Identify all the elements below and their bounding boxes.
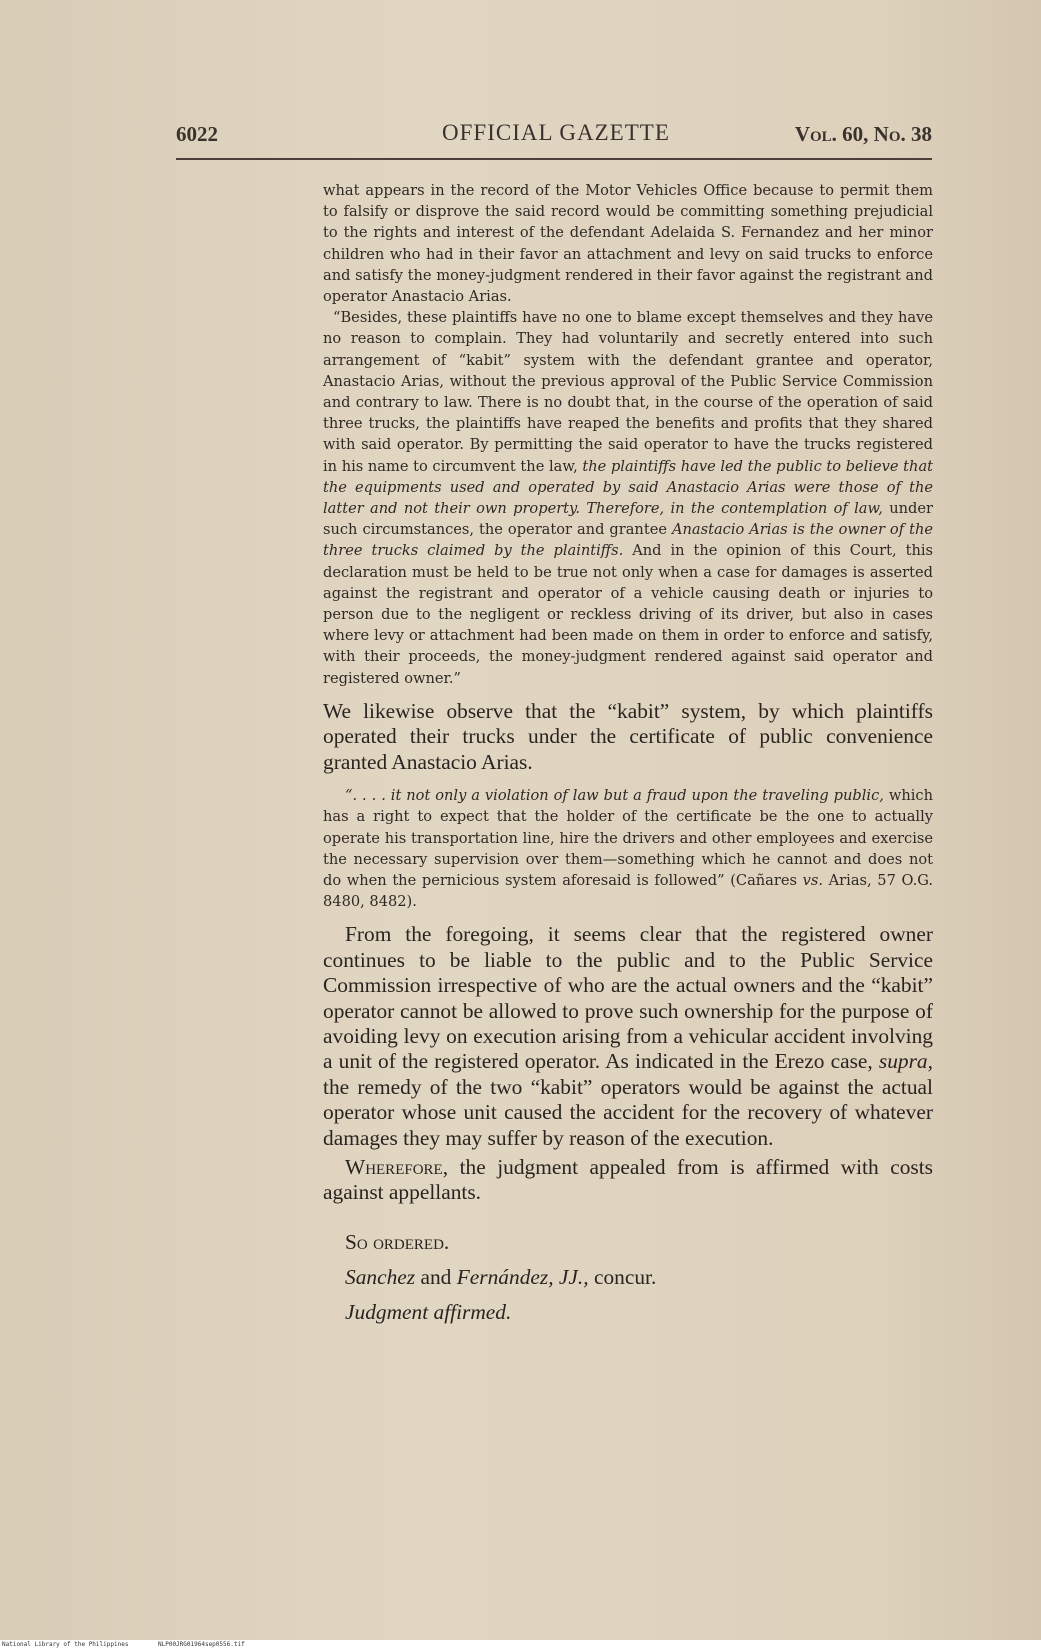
p2-text-e: And in the opinion of this Court, this declaration must be held to be true not only when a case for damages is asserted against the registrant and operator of a vehicle causing death or injuries to person due to the negligent or reckless driving of its driver, but also in cases where levy or attachment had been made on them in order to enforce and satisfy, with their proceeds, the money-judgment rendered against said operator and registered owner.” xyxy=(323,542,933,687)
p4-emphasis-a: “. . . . it not only a violation of law but a fraud upon the traveling public, xyxy=(345,787,884,805)
judgment-result xyxy=(323,1300,933,1325)
judgment-affirmed: Judgment affirmed. xyxy=(345,1299,512,1324)
library-credit: National Library of the Philippines xyxy=(2,1641,129,1648)
so-ordered: So ordered. xyxy=(345,1229,450,1254)
page-number: 6022 xyxy=(176,122,218,146)
p5-text-c: the remedy of the two “kabit” operators would be against the actual operator whose unit caused the accident for the recovery of whatever damages they may suffer by reason of the execution. xyxy=(323,1074,933,1150)
quoted-paragraph-1: what appears in the record of the Motor Vehicles Office because to permit them to falsify or disprove the said record would be committing something prejudicial to the rights and interest of the defendant Adelaida S. Fernandez and her minor children who had in their favor an attachment and levy on said trucks to enforce and satisfy the money-judgment rendered in their favor against the registrant and operator Anastacio Arias. xyxy=(323,182,933,306)
page-header xyxy=(176,118,932,154)
p2-text-a: “Besides, these plaintiffs have no one to blame except themselves and they have no reason to complain. They had voluntarily and secretly entered into such arrangement of “kabit” system with the defendant grantee and operator, Anastacio Arias, without the previous approval of the Public Service Commission and contrary to law. There is no doubt that, in the course of the operation of said three trucks, the plaintiffs have reaped the benefits and profits that they shared with said operator. By permitting the said operator to have the trucks registered in his name to circumvent the law, xyxy=(323,309,933,475)
quoted-paragraph-canares xyxy=(323,785,933,912)
justice-sanchez: Sanchez xyxy=(345,1264,416,1289)
p4-text-b: which has a right to expect that the holder of the certificate be the one to actually operate his transportation line, hire the drivers and other employees and exercise the necessary supervision over them—something which he cannot and does not do when the pernicious system aforesaid is followed” (Cañares xyxy=(323,787,933,889)
scan-footer xyxy=(0,1640,1041,1650)
concurring-justices xyxy=(323,1265,933,1290)
header-rule xyxy=(176,158,932,160)
volume-issue: Vol. 60, No. 38 xyxy=(794,122,932,146)
p6-text-b: the judgment appealed from is affirmed with costs against appellants. xyxy=(323,1154,933,1205)
p5-text-a: From the foregoing, it seems clear that the registered owner continues to be liable to the public and to the Public Service Commission irrespective of who are the actual owners and the “kabit” operator cannot be allowed to prove such ownership for the purpose of avoiding levy on execution arising from a vehicular accident involving a unit of the registered operator. As indicated in the Erezo case, xyxy=(323,922,933,1074)
and-word: and xyxy=(420,1264,452,1289)
wherefore-word: Wherefore, xyxy=(345,1154,449,1179)
justice-fernandez: Fernández, JJ., xyxy=(456,1264,589,1289)
p2-emphasis-b: the plaintiffs have led the public to believe that the equipments used and operated by said Anastacio Arias were those of the latter and not their own property. Therefore, in the contemplation of law, xyxy=(323,457,934,518)
body-paragraph-wherefore xyxy=(323,1155,933,1206)
quoted-paragraph-2 xyxy=(323,307,933,689)
p2-emphasis-d: Anastacio Arias is the owner of the three trucks claimed by the plaintiffs. xyxy=(323,521,933,560)
publication-title: OFFICIAL GAZETTE xyxy=(442,120,670,145)
p5-emphasis-b: supra, xyxy=(878,1049,933,1074)
scan-filename: NLP00JRG01964sep0556.tif xyxy=(158,1641,245,1648)
document-body xyxy=(323,180,933,1325)
concur-word: concur. xyxy=(593,1264,657,1289)
p4-emphasis-c: vs. xyxy=(802,871,823,889)
p4-text-d: Arias, 57 O.G. 8480, 8482). xyxy=(323,871,934,911)
body-paragraph-kabit: We likewise observe that the “kabit” system, by which plaintiffs operated their trucks under the certificate of public convenience granted Anastacio Arias. xyxy=(323,698,933,774)
p2-text-c: under such circumstances, the operator and grantee xyxy=(323,500,934,539)
body-paragraph-foregoing xyxy=(323,922,933,1151)
